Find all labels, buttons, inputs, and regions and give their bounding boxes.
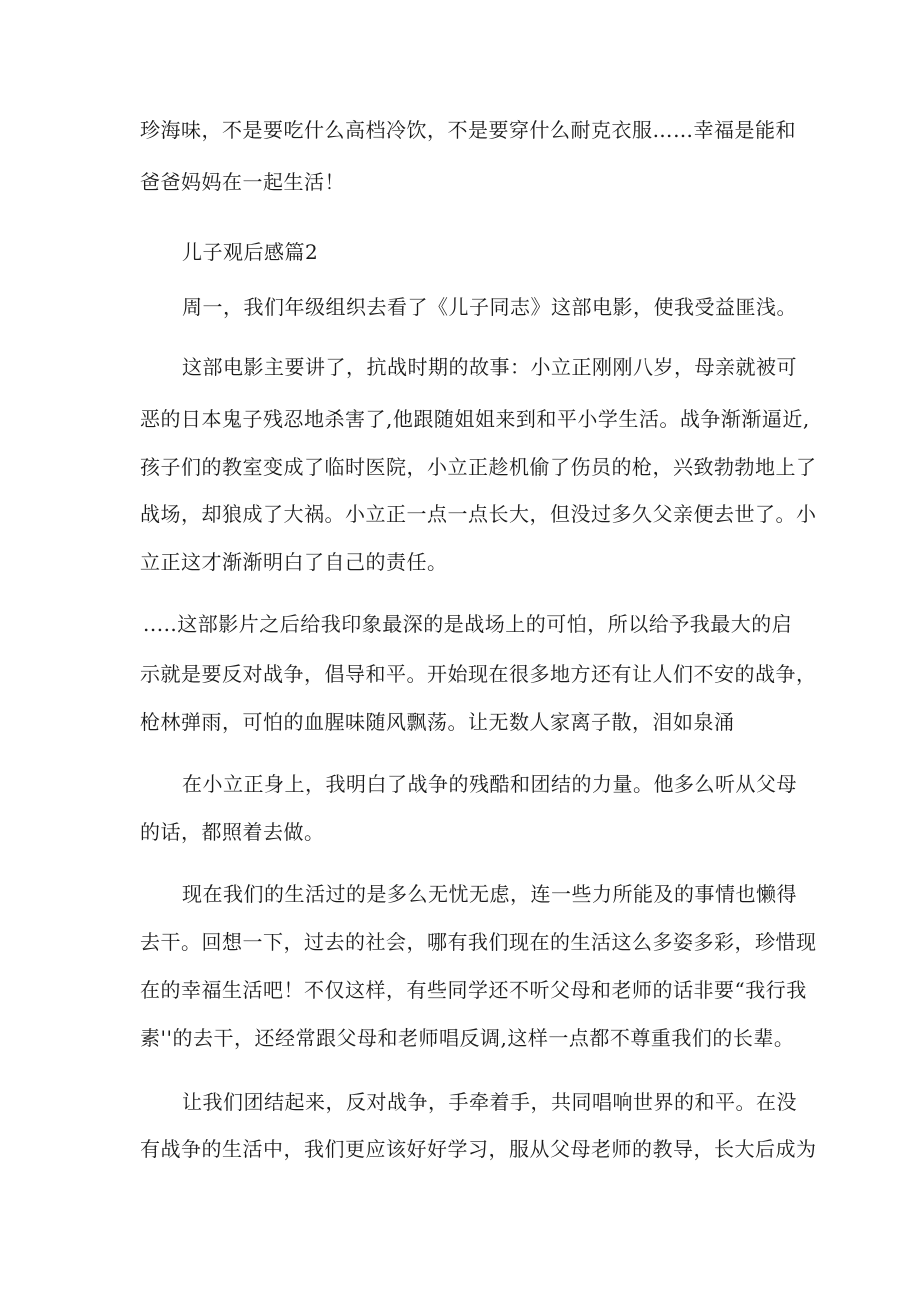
text-line: 孩子们的教室变成了临时医院，小立正趁机偷了伤员的枪，兴致勃勃地上了 bbox=[140, 455, 817, 479]
text-line: 这部电影主要讲了，抗战时期的故事：小立正刚刚八岁，母亲就被可 bbox=[182, 355, 797, 379]
text-line: 现在我们的生活过的是多么无忧无虑，连一些力所能及的事情也懒得 bbox=[182, 882, 797, 906]
text-line: 的话，都照着去做。 bbox=[140, 820, 325, 844]
text-line: .....这部影片之后给我印象最深的是战场上的可怕，所以给予我最大的启 bbox=[143, 612, 793, 636]
text-line: 去干。回想一下，过去的社会，哪有我们现在的生活这么多姿多彩，珍惜现 bbox=[140, 930, 817, 954]
text-line: 示就是要反对战争，倡导和平。开始现在很多地方还有让人们不安的战争， bbox=[140, 662, 817, 686]
text-line: 有战争的生活中，我们更应该好好学习，服从父母老师的教导，长大后成为 bbox=[140, 1137, 817, 1161]
section-heading: 儿子观后感篇2 bbox=[182, 240, 319, 264]
text-line: 在小立正身上，我明白了战争的残酷和团结的力量。他多么听从父母 bbox=[182, 772, 797, 796]
text-line: 让我们团结起来，反对战争，手牵着手，共同唱响世界的和平。在没 bbox=[182, 1090, 797, 1114]
text-line: 周一，我们年级组织去看了《儿子同志》这部电影，使我受益匪浅。 bbox=[182, 295, 797, 319]
text-line: 素''的去干，还经常跟父母和老师唱反调,这样一点都不尊重我们的长辈。 bbox=[140, 1026, 795, 1050]
text-line: 珍海味，不是要吃什么高档冷饮，不是要穿什么耐克衣服……幸福是能和 bbox=[140, 118, 796, 142]
text-line: 立正这才渐渐明白了自己的责任。 bbox=[140, 550, 448, 574]
text-line: 恶的日本鬼子残忍地杀害了,他跟随姐姐来到和平小学生活。战争渐渐逼近, bbox=[140, 407, 810, 431]
text-line: 战场，却狼成了大祸。小立正一点一点长大，但没过多久父亲便去世了。小 bbox=[140, 502, 817, 526]
text-line: 爸爸妈妈在一起生活！ bbox=[140, 170, 345, 194]
text-line: 在的幸福生活吧！不仅这样，有些同学还不听父母和老师的话非要“我行我 bbox=[140, 978, 807, 1002]
text-line: 枪林弹雨，可怕的血腥味随风飘荡。让无数人家离子散，泪如泉涌 bbox=[140, 710, 735, 734]
